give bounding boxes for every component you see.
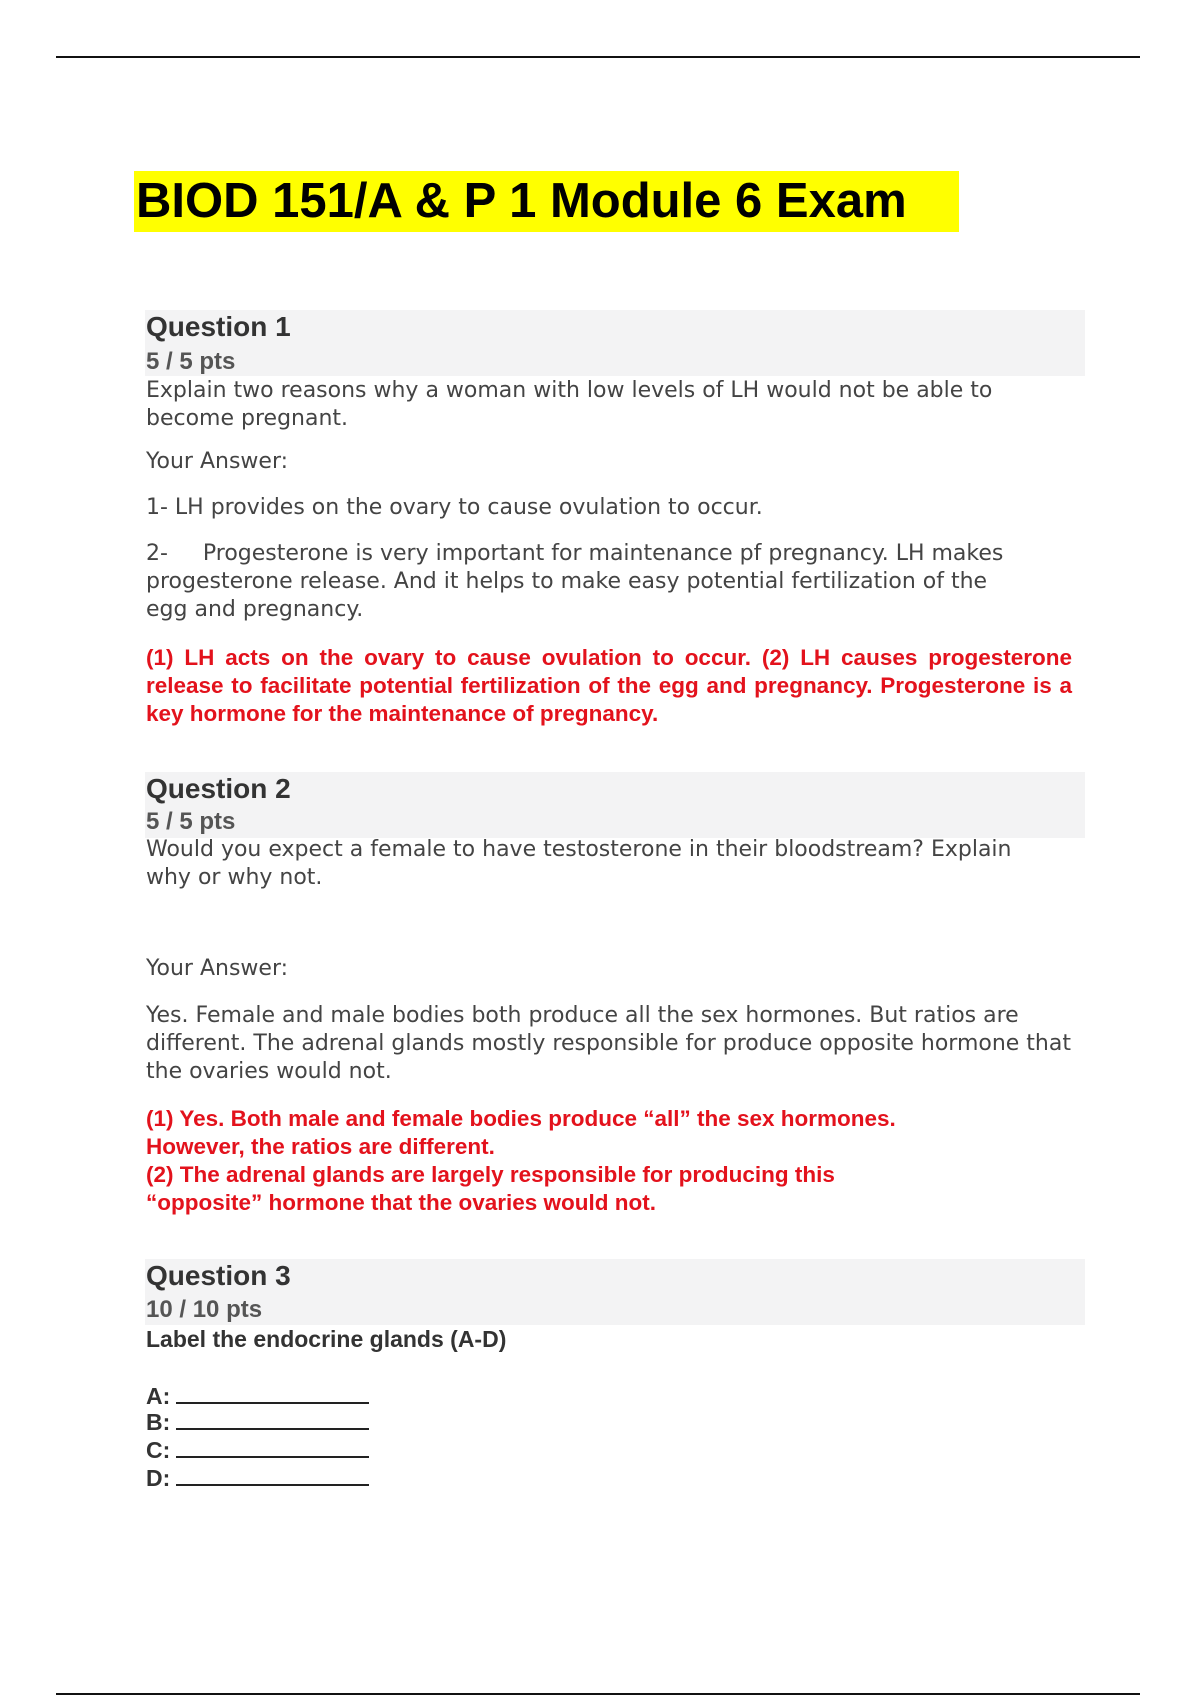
question-2-heading: Question 2: [146, 773, 291, 804]
label-c: C:: [146, 1437, 171, 1463]
bottom-rule: [56, 1693, 1140, 1695]
label-a-row: [146, 1383, 369, 1410]
question-2-your-answer-label: Your Answer:: [146, 956, 289, 981]
question-2-correct-line-3: (2) The adrenal glands are largely responsible for producing this: [146, 1162, 835, 1187]
question-2-correct-line-2: However, the ratios are different.: [146, 1134, 495, 1159]
question-2-correct-line-4: “opposite” hormone that the ovaries would not.: [146, 1190, 657, 1215]
question-1-answer-line-1: 1- LH provides on the ovary to cause ovulation to occur.: [146, 495, 763, 520]
label-d: D:: [146, 1465, 171, 1491]
question-1-answer-line-2: 2- Progesterone is very important for maintenance pf pregnancy. LH makes progesterone release. And it helps to make easy potential fertilization of the egg and pregnancy.: [146, 541, 1011, 622]
question-3-heading: Question 3: [146, 1260, 291, 1291]
question-1-heading: Question 1: [146, 311, 291, 342]
question-1-points: 5 / 5 pts: [146, 348, 236, 375]
question-3-prompt: Label the endocrine glands (A-D): [146, 1326, 507, 1352]
label-b: B:: [146, 1409, 171, 1435]
label-b-row: [146, 1409, 369, 1436]
question-3-points: 10 / 10 pts: [146, 1296, 263, 1323]
top-rule: [56, 56, 1140, 58]
label-a-blank: [176, 1384, 369, 1404]
label-d-row: [146, 1465, 369, 1492]
question-1-correct-answer: (1) LH acts on the ovary to cause ovulation to occur. (2) LH causes progesterone release to facilitate potential fertilization of the egg and pregnancy. Progesterone is a key hormone for the maintenance of pregnancy.: [146, 645, 1072, 726]
question-2-points: 5 / 5 pts: [146, 808, 236, 835]
label-c-row: [146, 1437, 369, 1464]
label-c-blank: [176, 1438, 369, 1458]
page-title: BIOD 151/A & P 1 Module 6 Exam: [134, 171, 959, 232]
question-2-prompt: Would you expect a female to have testosterone in their bloodstream? Explain why or why not.: [146, 837, 1012, 890]
label-b-blank: [176, 1410, 369, 1430]
question-1-your-answer-label: Your Answer:: [146, 449, 289, 474]
label-d-blank: [176, 1466, 369, 1486]
question-2-answer: Yes. Female and male bodies both produce all the sex hormones. But ratios are different. The adrenal glands mostly responsible for produce opposite hormone that the ovaries would not.: [146, 1003, 1071, 1084]
label-a: A:: [146, 1383, 171, 1409]
question-1-prompt: Explain two reasons why a woman with low levels of LH would not be able to become pregnant.: [146, 378, 993, 431]
question-2-correct-line-1: (1) Yes. Both male and female bodies produce “all” the sex hormones.: [146, 1106, 896, 1131]
